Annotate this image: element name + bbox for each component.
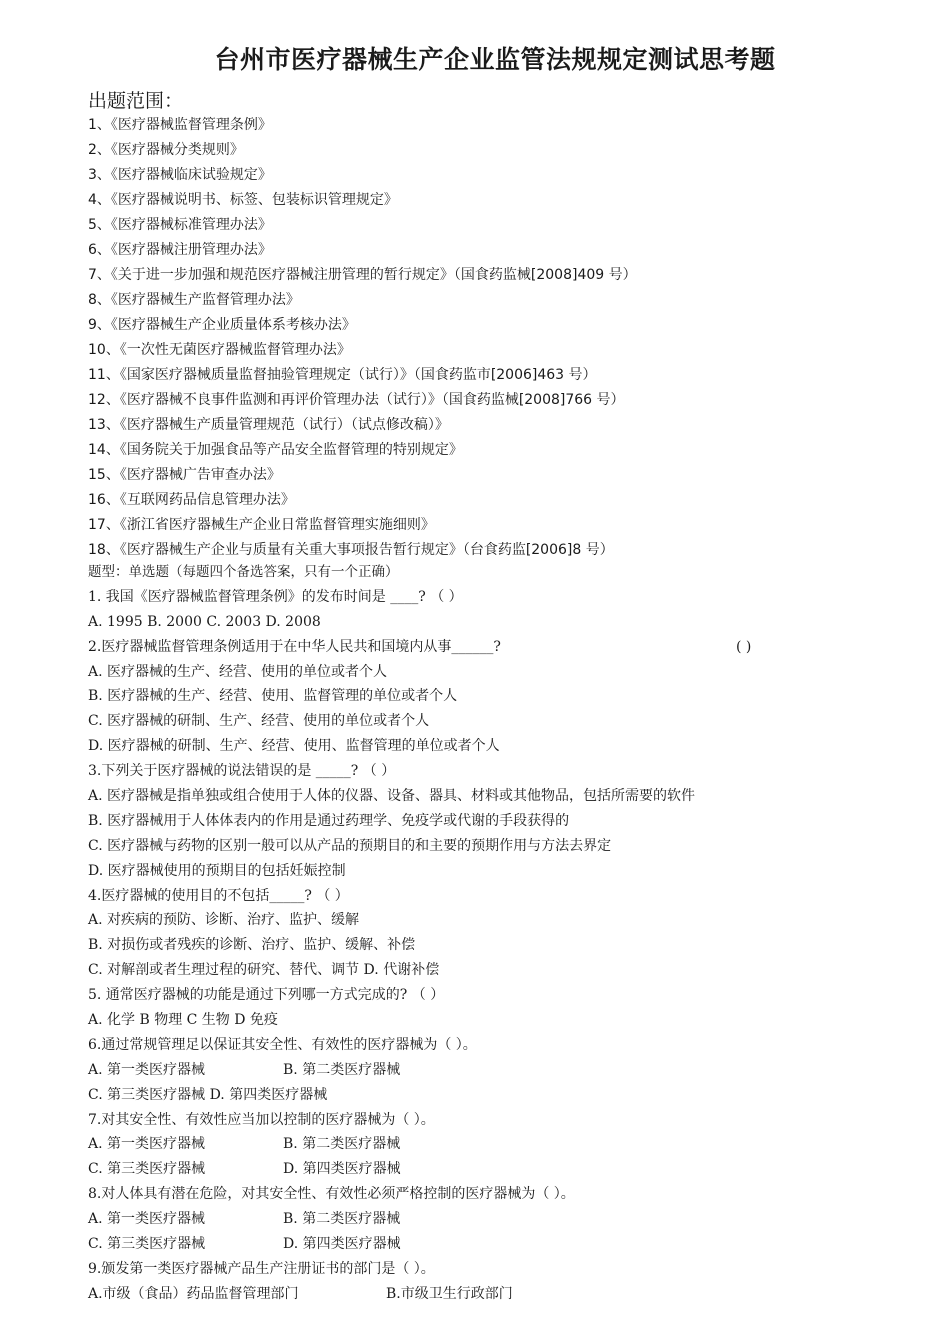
law-item: 12、《医疗器械不良事件监测和再评价管理办法（试行）》（国食药监械[2008]766 号） — [88, 392, 625, 408]
question-9-stem: 9.颁发第一类医疗器械产品生产注册证书的部门是（ ）。 — [88, 1260, 435, 1277]
law-item: 10、《一次性无菌医疗器械监督管理办法》 — [88, 342, 351, 358]
law-item: 4、《医疗器械说明书、标签、包装标识管理规定》 — [88, 192, 398, 208]
question-3-option-c: C. 医疗器械与药物的区别一般可以从产品的预期目的和主要的预期作用与方法去界定 — [88, 837, 612, 854]
question-8-stem: 8.对人体具有潜在危险，对其安全性、有效性必须严格控制的医疗器械为（ ）。 — [88, 1186, 575, 1203]
question-6-option-b: B. 第二类医疗器械 — [283, 1061, 401, 1078]
question-2-option-d: D. 医疗器械的研制、生产、经营、使用、监督管理的单位或者个人 — [88, 738, 500, 755]
question-7-stem: 7.对其安全性、有效性应当加以控制的医疗器械为（ ）。 — [88, 1111, 435, 1128]
law-list — [88, 113, 637, 563]
scope-heading: 出题范围： — [88, 90, 184, 112]
question-5-options: A. 化学 B 物理 C 生物 D 免疫 — [88, 1012, 278, 1029]
question-9-option-b: B.市级卫生行政部门 — [386, 1285, 513, 1302]
law-item: 11、《国家医疗器械质量监督抽验管理规定（试行）》（国食药监市[2006]463 号） — [88, 367, 597, 383]
question-3-option-b: B. 医疗器械用于人体体表内的作用是通过药理学、免疫学或代谢的手段获得的 — [88, 812, 570, 829]
question-4-option-a: A. 对疾病的预防、诊断、治疗、监护、缓解 — [88, 912, 360, 929]
question-6-options-cd: C. 第三类医疗器械 D. 第四类医疗器械 — [88, 1086, 328, 1103]
law-item: 14、《国务院关于加强食品等产品安全监督管理的特别规定》 — [88, 442, 463, 458]
law-item: 1、《医疗器械监督管理条例》 — [88, 117, 272, 133]
question-8-option-c: C. 第三类医疗器械 — [88, 1236, 206, 1253]
question-3-stem: 3.下列关于医疗器械的说法错误的是 _____? （ ） — [88, 763, 396, 780]
question-6-stem: 6.通过常规管理足以保证其安全性、有效性的医疗器械为（ ）。 — [88, 1036, 477, 1053]
question-8-options-cd — [88, 1232, 695, 1257]
question-4-option-b: B. 对损伤或者残疾的诊断、治疗、监护、缓解、补偿 — [88, 937, 416, 954]
question-2-stem: 2.医疗器械监督管理条例适用于在中华人民共和国境内从事______? — [88, 638, 501, 655]
law-item: 2、《医疗器械分类规则》 — [88, 142, 244, 158]
question-1-stem: 1. 我国《医疗器械监督管理条例》的发布时间是 ____? （ ） — [88, 588, 463, 605]
question-section — [88, 560, 752, 1307]
law-item: 15、《医疗器械广告审查办法》 — [88, 467, 281, 483]
question-4-option-cd: C. 对解剖或者生理过程的研究、替代、调节 D. 代谢补偿 — [88, 962, 440, 979]
question-6-option-a: A. 第一类医疗器械 — [88, 1061, 206, 1078]
question-9-option-a: A.市级（食品）药品监督管理部门 — [88, 1285, 299, 1302]
question-2-option-c: C. 医疗器械的研制、生产、经营、使用的单位或者个人 — [88, 713, 430, 730]
question-2-stem-row — [88, 635, 752, 660]
question-6-options-ab — [88, 1058, 695, 1083]
question-type: 题型：单选题（每题四个备选答案，只有一个正确） — [88, 564, 399, 580]
question-8-option-b: B. 第二类医疗器械 — [283, 1211, 401, 1228]
question-4-stem: 4.医疗器械的使用目的不包括_____? （ ） — [88, 887, 349, 904]
question-7-options-ab — [88, 1132, 695, 1157]
law-item: 17、《浙江省医疗器械生产企业日常监督管理实施细则》 — [88, 517, 435, 533]
question-7-option-a: A. 第一类医疗器械 — [88, 1136, 206, 1153]
law-item: 5、《医疗器械标准管理办法》 — [88, 217, 272, 233]
document-title: 台州市医疗器械生产企业监管法规规定测试思考题 — [214, 45, 776, 74]
question-8-option-d: D. 第四类医疗器械 — [283, 1236, 401, 1253]
law-item: 6、《医疗器械注册管理办法》 — [88, 242, 272, 258]
question-8-option-a: A. 第一类医疗器械 — [88, 1211, 206, 1228]
question-7-option-c: C. 第三类医疗器械 — [88, 1161, 206, 1178]
law-item: 16、《互联网药品信息管理办法》 — [88, 492, 295, 508]
law-item: 8、《医疗器械生产监督管理办法》 — [88, 292, 300, 308]
question-3-option-d: D. 医疗器械使用的预期目的包括妊娠控制 — [88, 862, 346, 879]
question-7-options-cd — [88, 1157, 695, 1182]
question-7-option-d: D. 第四类医疗器械 — [283, 1161, 401, 1178]
question-8-options-ab — [88, 1207, 695, 1232]
law-item: 18、《医疗器械生产企业与质量有关重大事项报告暂行规定》（台食药监[2006]8 号） — [88, 542, 614, 558]
law-item: 7、《关于进一步加强和规范医疗器械注册管理的暂行规定》（国食药监械[2008]409 号） — [88, 267, 637, 283]
law-item: 13、《医疗器械生产质量管理规范（试行）（试点修改稿）》 — [88, 417, 449, 433]
answer-paren: ( ) — [736, 638, 752, 655]
law-item: 9、《医疗器械生产企业质量体系考核办法》 — [88, 317, 356, 333]
question-2-option-a: A. 医疗器械的生产、经营、使用的单位或者个人 — [88, 663, 388, 680]
question-9-options-ab — [88, 1282, 695, 1307]
question-1-options: A. 1995 B. 2000 C. 2003 D. 2008 — [88, 613, 321, 630]
question-3-option-a: A. 医疗器械是指单独或组合使用于人体的仪器、设备、器具、材料或其他物品，包括所需要的软件 — [88, 788, 696, 805]
law-item: 3、《医疗器械临床试验规定》 — [88, 167, 272, 183]
question-7-option-b: B. 第二类医疗器械 — [283, 1136, 401, 1153]
question-5-stem: 5. 通常医疗器械的功能是通过下列哪一方式完成的? （ ） — [88, 987, 445, 1004]
question-2-option-b: B. 医疗器械的生产、经营、使用、监督管理的单位或者个人 — [88, 688, 458, 705]
